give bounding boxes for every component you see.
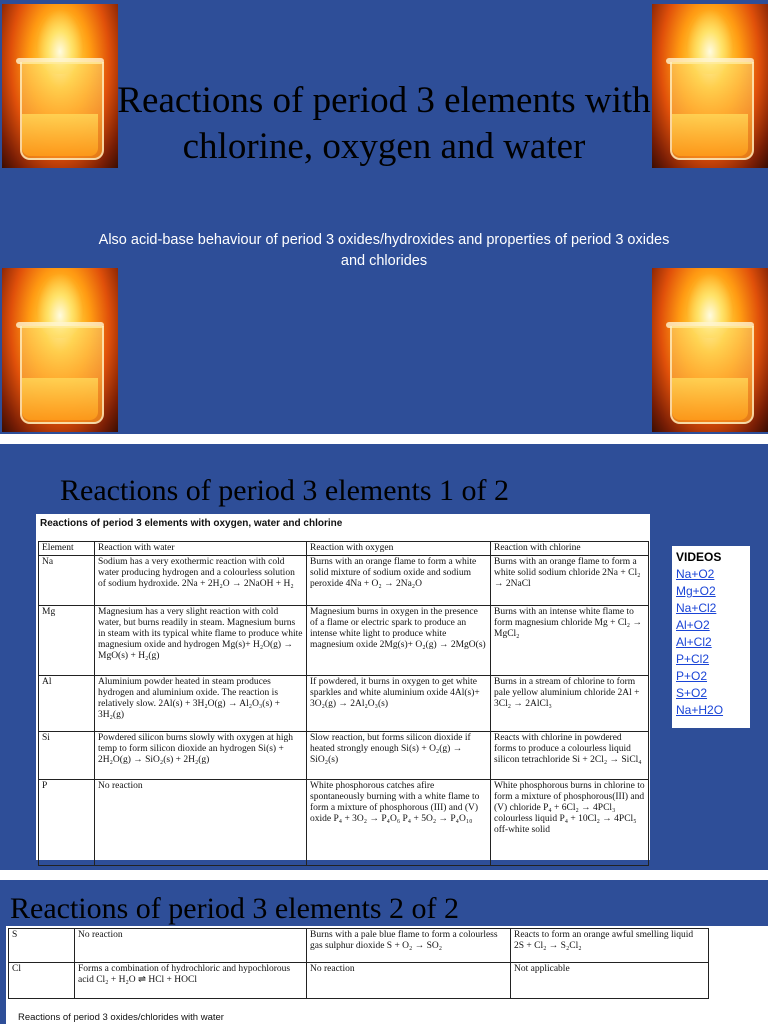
table-row [9,929,709,963]
reactions-slide-2 [0,880,768,1024]
burning-beaker-image [2,268,118,432]
video-link-s-o2[interactable]: S+O2 [676,686,708,700]
burning-beaker-image [652,268,768,432]
table-row [39,780,649,866]
table-cell: Mg [39,606,95,676]
video-link-na-cl2[interactable]: Na+Cl2 [676,601,717,615]
table-cell: No reaction [95,780,307,866]
table-cell: Na [39,556,95,606]
slide-title: Reactions of period 3 elements with chlorine, oxygen and water [117,80,651,167]
table-cell: White phosphorous catches afire spontaneously burning with a white flame to form a mixture of phosphorous (III) and (V) oxide P₄ + 3O₂ → P₄O₆ P₄ + 5O₂ → P₄O₁₀ [307,780,491,866]
table-row [39,606,649,676]
videos-heading: VIDEOS [676,550,722,564]
table-cell: No reaction [307,963,511,999]
slide-title: Reactions of period 3 elements 1 of 2 [60,474,510,507]
table-row [39,676,649,732]
videos-panel [672,546,750,728]
table-cell: Reacts with chlorine in powdered forms to produce a colourless liquid silicon tetrachloride Si + 2Cl₂ → SiCl₄ [491,732,649,780]
table-cell: Slow reaction, but forms silicon dioxide if heated strongly enough Si(s) + O₂(g) → SiO₂(s) [307,732,491,780]
table-row [9,963,709,999]
next-table-caption: Reactions of period 3 oxides/chlorides with water [18,1012,224,1023]
table-cell: Burns in a stream of chlorine to form pale yellow aluminium chloride 2Al + 3Cl₂ → 2AlCl₃ [491,676,649,732]
table-cell: No reaction [75,929,307,963]
header-cell: Reaction with water [95,542,307,556]
table-row [39,732,649,780]
header-cell: Reaction with chlorine [491,542,649,556]
video-link-na-o2[interactable]: Na+O2 [676,567,715,581]
table-cell: Si [39,732,95,780]
slide-title: Reactions of period 3 elements 2 of 2 [10,892,460,925]
slide-separator [0,434,768,444]
table-cell: Sodium has a very exothermic reaction with cold water producing hydrogen and a colourless solution of sodium hydroxide. 2Na + 2H₂O → 2NaOH + H₂ [95,556,307,606]
burning-beaker-image [652,4,768,168]
video-link-p-cl2[interactable]: P+Cl2 [676,652,710,666]
table-cell: Aluminium powder heated in steam produces hydrogen and aluminium oxide. The reaction is relatively slow. 2Al(s) + 3H₂O(g) → Al₂O₃(s) + 3H₂(g) [95,676,307,732]
table-cell: Powdered silicon burns slowly with oxygen at high temp to form silicon dioxide an hydrogen Si(s) + 2H₂O(g) → SiO₂(s) + 2H₂(g) [95,732,307,780]
reactions-table-sheet [6,926,768,1024]
video-link-al-cl2[interactable]: Al+Cl2 [676,635,712,649]
table-cell: Burns with an orange flame to form a white solid mixture of sodium oxide and sodium peroxide 4Na + O₂ → 2Na₂O [307,556,491,606]
table-header-row [39,542,649,556]
reactions-slide-1 [0,444,768,870]
table-cell: Magnesium burns in oxygen in the presence of a flame or electric spark to produce an intense white light to produce white magnesium oxide 2Mg(s)+ O₂(g) → 2MgO(s) [307,606,491,676]
table-cell: Burns with an orange flame to form a white solid sodium chloride 2Na + Cl₂ → 2NaCl [491,556,649,606]
table-row [39,556,649,606]
video-link-al-o2[interactable]: Al+O2 [676,618,710,632]
reactions-table-sheet [36,514,650,860]
table-cell: Forms a combination of hydrochloric and hypochlorous acid Cl₂ + H₂O ⇌ HCl + HOCl [75,963,307,999]
video-link-p-o2[interactable]: P+O2 [676,669,708,683]
table-cell: If powdered, it burns in oxygen to get white sparkles and white aluminium oxide 4Al(s)+ 3O₂(g) → 2Al₂O₃(s) [307,676,491,732]
table-cell: P [39,780,95,866]
table-cell: S [9,929,75,963]
title-slide [0,0,768,434]
header-cell: Element [39,542,95,556]
table-cell: Al [39,676,95,732]
table-cell: Burns with a pale blue flame to form a colourless gas sulphur dioxide S + O₂ → SO₂ [307,929,511,963]
video-link-na-h2o[interactable]: Na+H2O [676,703,724,717]
video-link-mg-o2[interactable]: Mg+O2 [676,584,716,598]
header-cell: Reaction with oxygen [307,542,491,556]
slide-separator [0,870,768,880]
slide-subtitle: Also acid-base behaviour of period 3 oxides/hydroxides and properties of period 3 oxides and chlorides [98,232,670,269]
table-cell: Cl [9,963,75,999]
table-cell: White phosphorous burns in chlorine to form a mixture of phosphorous(III) and (V) chloride P₄ + 6Cl₂ → 4PCl₃ colourless liquid P₄ + 10Cl₂ → 4PCl₅ off-white solid [491,780,649,866]
table-cell: Magnesium has a very slight reaction with cold water, but burns readily in steam. Magnesium burns in steam with its typical white flame to produce white magnesium oxide and hydrogen Mg(s)+ H₂O(g) → MgO(s) + H₂(g) [95,606,307,676]
table-cell: Reacts to form an orange awful smelling liquid 2S + Cl₂ → S₂Cl₂ [511,929,709,963]
reactions-table [38,541,649,866]
table-cell: Burns with an intense white flame to form magnesium chloride Mg + Cl₂ → MgCl₂ [491,606,649,676]
table-cell: Not applicable [511,963,709,999]
reactions-table [8,928,709,999]
table-caption: Reactions of period 3 elements with oxygen, water and chlorine [40,518,343,529]
